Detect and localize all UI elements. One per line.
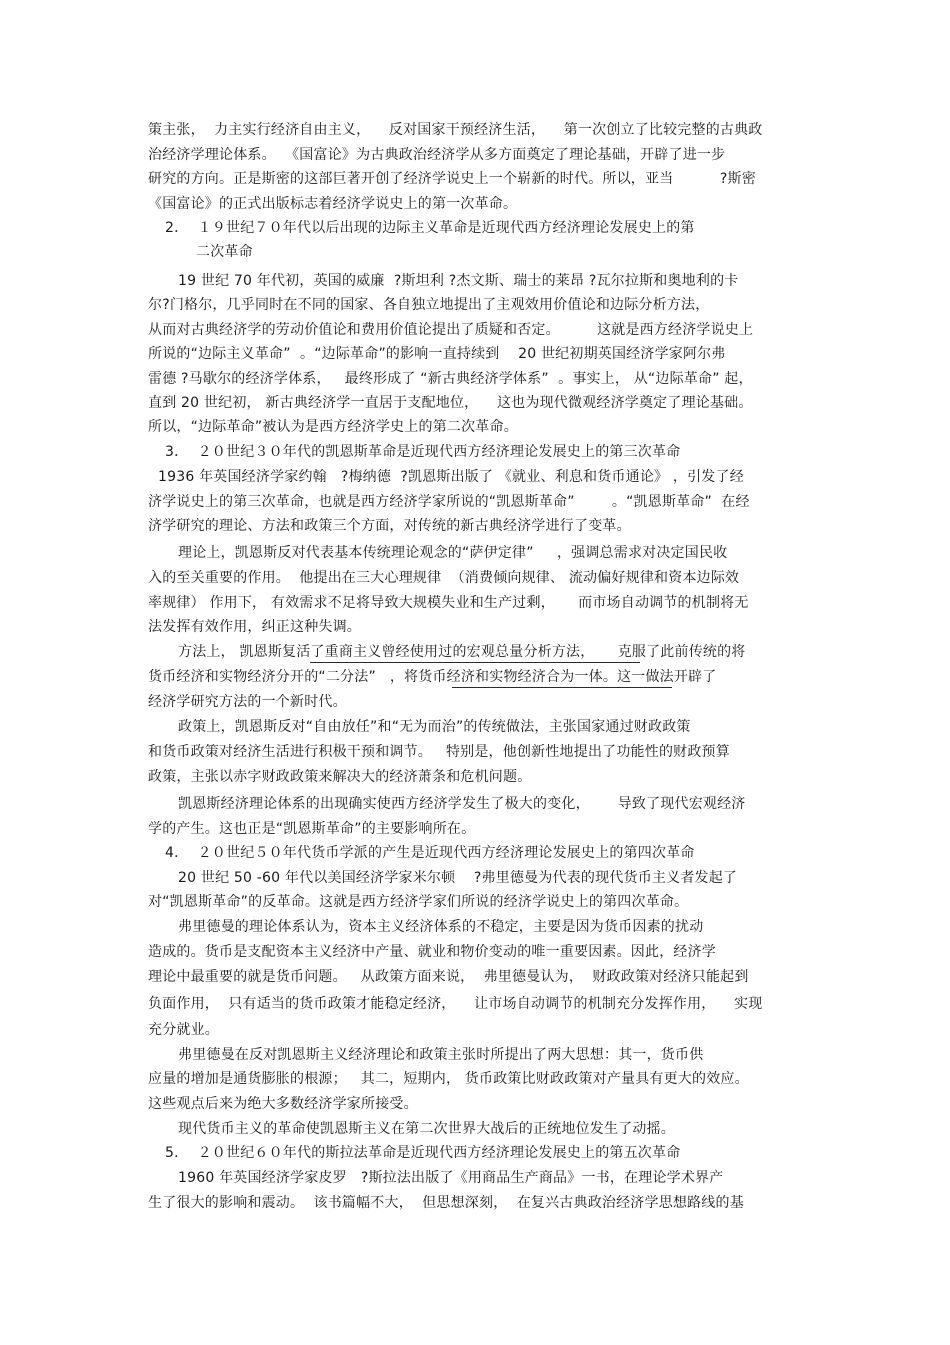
underline bbox=[452, 687, 672, 688]
text-line: 策主张， 力主实行经济自由主义， 反对国家干预经济生活， 第一次创立了比较完整的古典政 bbox=[148, 122, 763, 138]
text-line: 济学研究的理论、方法和政策三个方面，对传统的新古典经济学进行了变革。 bbox=[148, 518, 631, 534]
text-line: 1960 年英国经济学家皮罗 ?斯拉法出版了《用商品生产商品》一书，在理论学术界产 bbox=[178, 1170, 724, 1186]
text-line: 弗里德曼在反对凯恩斯主义经济理论和政策主张时所提出了两大思想：其一，货币供 bbox=[178, 1047, 704, 1063]
underline bbox=[310, 662, 640, 663]
text-line: 负面作用， 只有适当的货币政策才能稳定经济， 让市场自动调节的机制充分发挥作用， 实现 bbox=[148, 996, 763, 1012]
section-heading: 二次革命 bbox=[196, 244, 253, 260]
text-line: 从而对古典经济学的劳动价值论和费用价值论提出了质疑和否定。 这就是西方经济学说史上 bbox=[148, 322, 754, 338]
text-line: 尔?门格尔，几乎同时在不同的国家、各自独立地提出了主观效用价值论和边际分析方法， bbox=[148, 297, 710, 313]
text-line: 现代货币主义的革命使凯恩斯主义在第二次世界大战后的正统地位发生了动摇。 bbox=[178, 1121, 675, 1137]
text-line: 理论上，凯恩斯反对代表基本传统理论观念的“萨伊定律” ，强调总需求对决定国民收 bbox=[178, 545, 728, 561]
text-line: 理论中最重要的就是货币问题。 从政策方面来说， 弗里德曼认为， 财政政策对经济只能起到 bbox=[148, 969, 749, 985]
text-line: 和货币政策对经济生活进行积极干预和调节。 特别是，他创新性地提出了功能性的财政预算 bbox=[148, 744, 730, 760]
section-heading: 3． ２０世纪３０年代的凯恩斯革命是近现代西方经济理论发展史上的第三次革命 bbox=[165, 444, 681, 460]
text-line: 经济学研究方法的一个新时代。 bbox=[148, 694, 347, 710]
text-line: 造成的。货币是支配资本主义经济中产量、就业和物价变动的唯一重要因素。因此，经济学 bbox=[148, 944, 716, 960]
text-line: 雷德 ?马歇尔的经济学体系， 最终形成了 “新古典经济学体系” 。事实上， 从“边际革命” 起， bbox=[148, 371, 753, 387]
text-line: 这些观点后来为绝大多数经济学家所接受。 bbox=[148, 1096, 418, 1112]
text-line: 19 世纪 70 年代初，英国的威廉 ?斯坦利 ?杰文斯、瑞士的莱昂 ?瓦尔拉斯和奥地利的卡 bbox=[178, 273, 739, 289]
text-line: 应量的增加是通货膨胀的根源； 其二，短期内， 货币政策比财政政策对产量具有更大的效应。 bbox=[148, 1071, 749, 1087]
text-line: 对“凯恩斯革命”的反革命。这就是西方经济学家们所说的经济学说史上的第四次革命。 bbox=[148, 894, 689, 910]
text-line: 弗里德曼的理论体系认为，资本主义经济体系的不稳定，主要是因为货币因素的扰动 bbox=[178, 919, 704, 935]
text-line: 生了很大的影响和震动。 该书篇幅不大， 但思想深刻， 在复兴古典政治经济学思想路线的基 bbox=[148, 1195, 744, 1211]
text-line: 货币经济和实物经济分开的“二分法” ，将货币经济和实物经济合为一体。这一做法开辟了 bbox=[148, 669, 717, 685]
text-line: 1936 年英国经济学家约翰 ?梅纳德 ?凯恩斯出版了 《就业、利息和货币通论》 ，引发了经 bbox=[158, 469, 744, 485]
text-line: 方法上， 凯恩斯复活了重商主义曾经使用过的宏观总量分析方法， 克服了此前传统的将 bbox=[178, 644, 746, 660]
text-line: 政策上，凯恩斯反对“自由放任”和“无为而治”的传统做法，主张国家通过财政政策 bbox=[178, 719, 691, 735]
text-line: 法发挥有效作用，纠正这种失调。 bbox=[148, 619, 361, 635]
text-line: 入的至关重要的作用。 他提出在三大心理规律 （消费倾向规律、 流动偏好规律和资本边际效 bbox=[148, 570, 740, 586]
text-line: 学的产生。这也正是“凯恩斯革命”的主要影响所在。 bbox=[148, 821, 476, 837]
text-line: 研究的方向。正是斯密的这部巨著开创了经济学说史上一个崭新的时代。所以，亚当 ?斯密 bbox=[148, 171, 756, 187]
section-heading: 5． ２０世纪６０年代的斯拉法革命是近现代西方经济理论发展史上的第五次革命 bbox=[165, 1145, 681, 1161]
text-line: 凯恩斯经济理论体系的出现确实使西方经济学发生了极大的变化， 导致了现代宏观经济 bbox=[178, 796, 746, 812]
text-line: 济学说史上的第三次革命，也就是西方经济学家所说的“凯恩斯革命” 。“凯恩斯革命” 在经 bbox=[148, 494, 750, 510]
text-line: 所说的“边际主义革命” 。“边际革命”的影响一直持续到 20 世纪初期英国经济学家阿尔弗 bbox=[148, 346, 726, 362]
text-line: 率规律） 作用下， 有效需求不足将导致大规模失业和生产过剩， 而市场自动调节的机制将无 bbox=[148, 595, 749, 611]
section-heading: 4． ２０世纪５０年代货币学派的产生是近现代西方经济理论发展史上的第四次革命 bbox=[165, 845, 695, 861]
text-line: 直到 20 世纪初， 新古典经济学一直居于支配地位， 这也为现代微观经济学奠定了理论基础。 bbox=[148, 395, 753, 411]
text-line: 所以，“边际革命”被认为是西方经济学史上的第二次革命。 bbox=[148, 419, 518, 435]
text-line: 20 世纪 50 -60 年代以美国经济学家米尔顿 ?弗里德曼为代表的现代货币主义者发起了 bbox=[178, 870, 738, 886]
text-line: 充分就业。 bbox=[148, 1022, 219, 1038]
text-line: 治经济学理论体系。 《国富论》为古典政治经济学从多方面奠定了理论基础，开辟了进一步 bbox=[148, 147, 726, 163]
text-line: 《国富论》的正式出版标志着经济学说史上的第一次革命。 bbox=[148, 196, 518, 212]
section-heading: 2． １９世纪７０年代以后出现的边际主义革命是近现代西方经济理论发展史上的第 bbox=[165, 220, 695, 236]
text-line: 政策，主张以赤字财政政策来解决大的经济萧条和危机问题。 bbox=[148, 769, 532, 785]
